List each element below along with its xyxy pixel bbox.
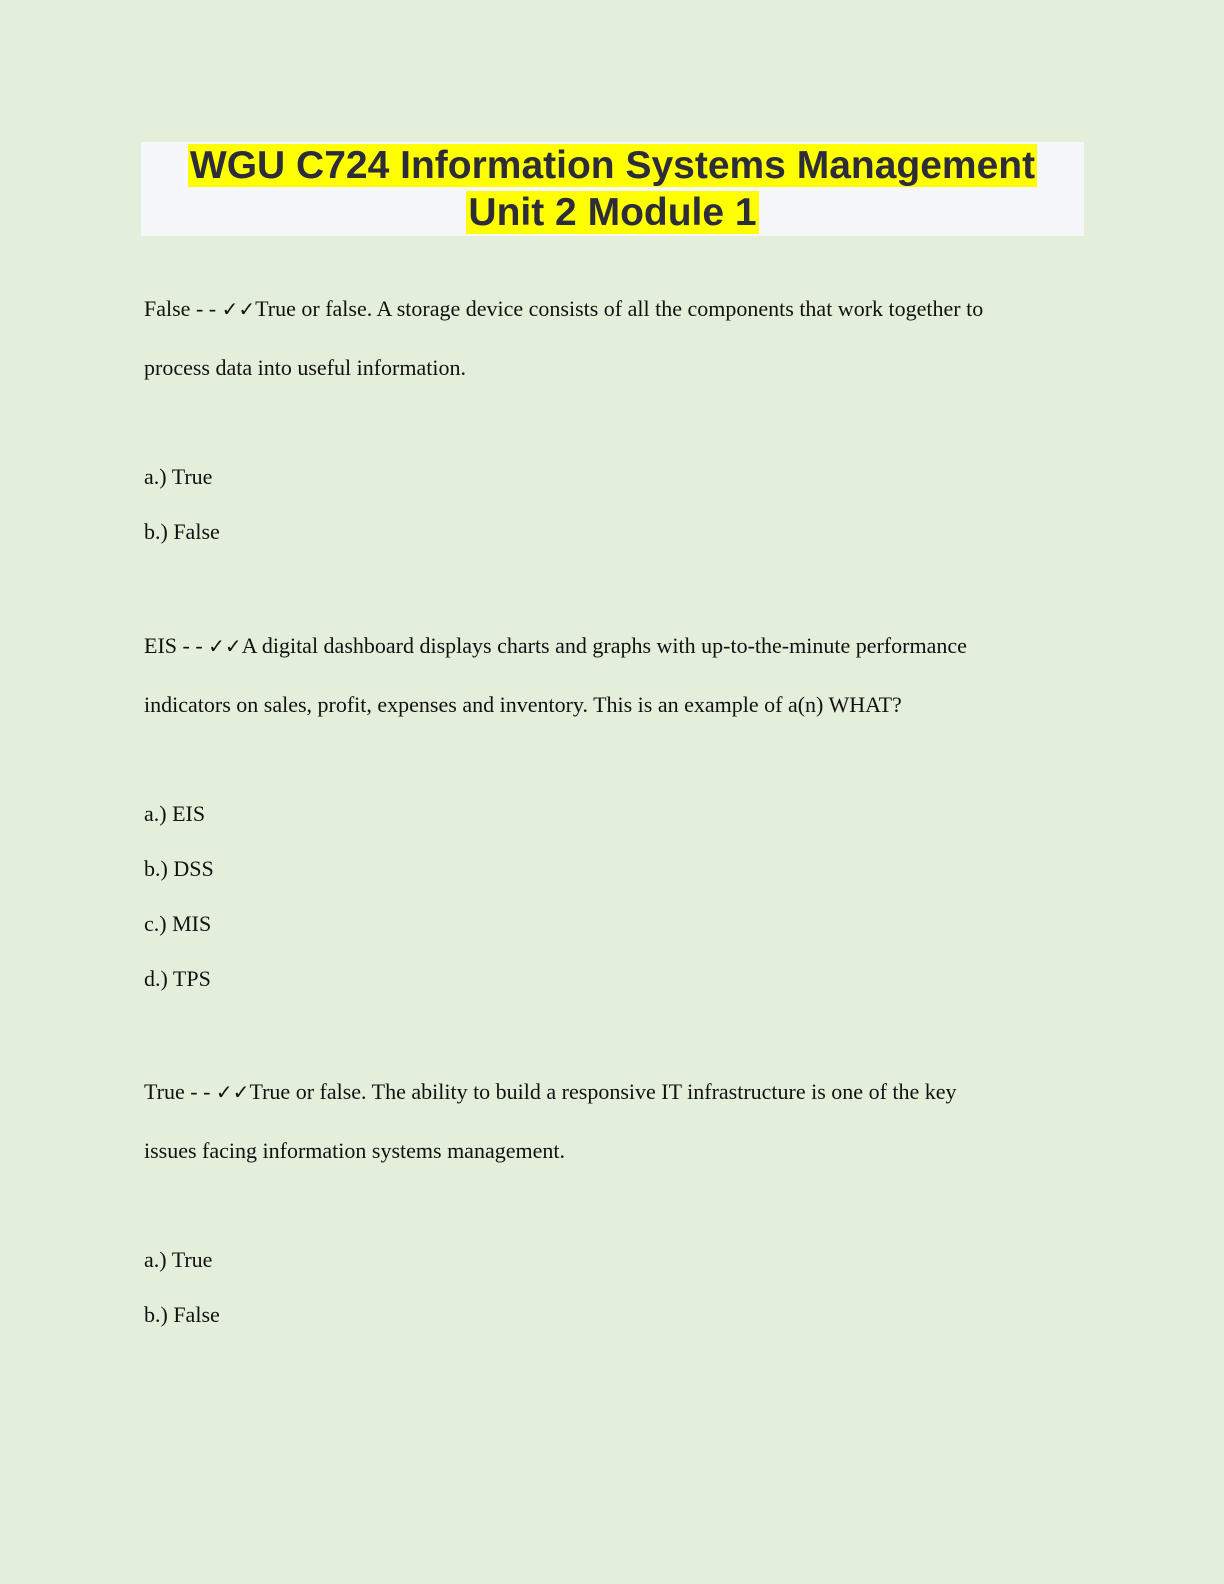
question-2-option-d: d.) TPS (144, 966, 211, 991)
question-2-option-b: b.) DSS (144, 856, 214, 881)
question-2-text: A digital dashboard displays charts and graphs with up-to-the-minute performance (241, 633, 967, 658)
question-2-line-1 (144, 634, 967, 658)
question-2-option-c: c.) MIS (144, 911, 212, 936)
question-1-line-2: process data into useful information. (144, 355, 466, 380)
question-1-line-1 (144, 297, 983, 321)
question-3-answer: True (144, 1079, 185, 1104)
title-line-1: WGU C724 Information Systems Management (189, 144, 1036, 187)
question-2-line-2: indicators on sales, profit, expenses and inventory. This is an example of a(n) WHAT? (144, 692, 902, 717)
question-3-line-1 (144, 1080, 957, 1104)
separator: - - (177, 633, 209, 658)
question-3-line-2: issues facing information systems management. (144, 1138, 565, 1163)
question-1-answer: False (144, 296, 191, 321)
double-check-icon: ✓✓ (208, 634, 242, 658)
question-1-text: True or false. A storage device consists of all the components that work together to (255, 296, 984, 321)
double-check-icon: ✓✓ (215, 1080, 250, 1104)
separator: - - (184, 1079, 216, 1104)
title-line-2: Unit 2 Module 1 (468, 191, 757, 234)
separator: - - (190, 296, 222, 321)
question-3-text: True or false. The ability to build a responsive IT infrastructure is one of the key (249, 1079, 957, 1104)
question-3-option-a: a.) True (144, 1247, 213, 1272)
question-3-option-b: b.) False (144, 1302, 220, 1327)
question-2-answer: EIS (144, 633, 177, 658)
double-check-icon: ✓✓ (221, 297, 256, 321)
question-2-option-a: a.) EIS (144, 801, 206, 826)
question-1-option-a: a.) True (144, 464, 213, 489)
document-title (141, 142, 1084, 236)
question-1-option-b: b.) False (144, 519, 220, 544)
